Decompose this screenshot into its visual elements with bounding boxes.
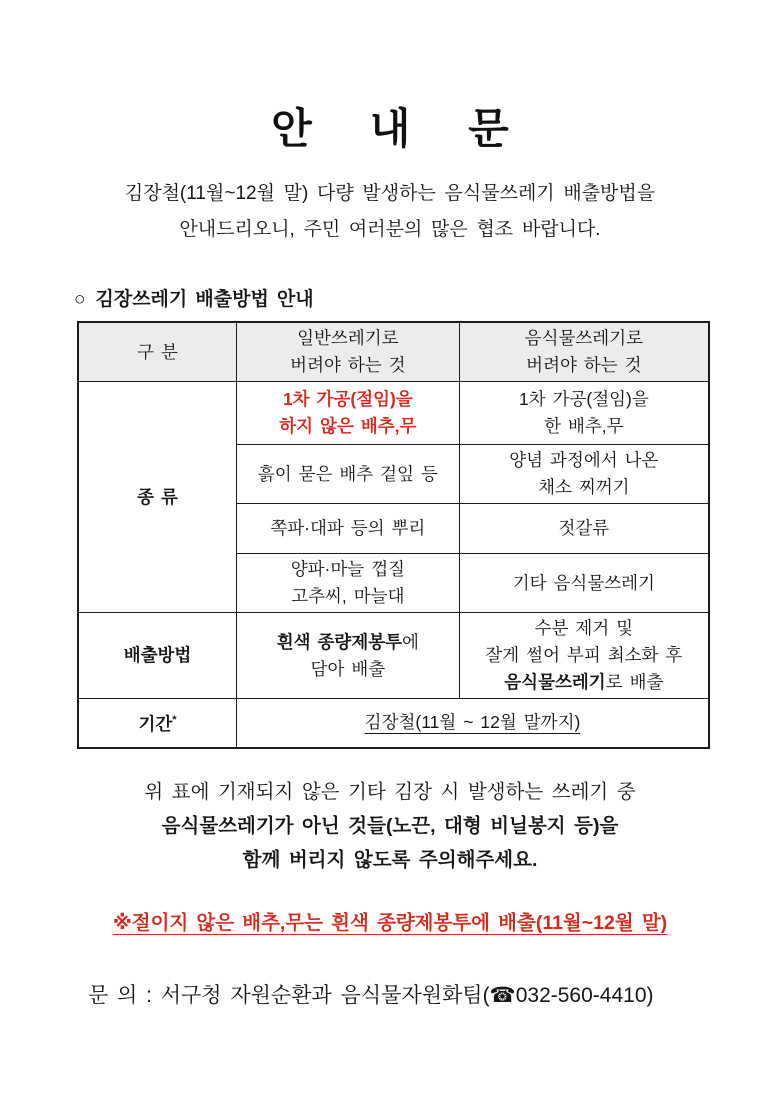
section-heading	[74, 284, 780, 311]
page-title: 안 내 문	[271, 105, 532, 152]
cell-food-seasoning-scraps: 양념 과정에서 나온 채소 찌꺼기	[459, 445, 709, 504]
cell-food-salted: 1차 가공(절임)을 한 배추,무	[459, 382, 709, 445]
row-label-kind: 종 류	[78, 382, 237, 613]
caution-line-2: 음식물쓰레기가 아닌 것들(노끈, 대형 비닐봉지 등)을	[161, 814, 619, 837]
caution-line-1: 위 표에 기재되지 않은 기타 김장 시 발생하는 쓰레기 중	[144, 780, 636, 803]
cell-method-general: 흰색 종량제봉투에 담아 배출	[237, 613, 460, 699]
table-row-period	[78, 699, 709, 748]
row-label-period: 기간*	[78, 699, 237, 748]
caution-paragraph	[30, 775, 750, 877]
table-header-row	[78, 322, 709, 382]
circle-bullet-icon: ○	[74, 289, 86, 310]
cell-general-peels: 양파·마늘 껍질 고추씨, 마늘대	[237, 554, 460, 613]
caution-line-3: 함께 버리지 않도록 주의해주세요.	[242, 848, 538, 871]
col-header-general: 일반쓰레기로 버려야 하는 것	[237, 322, 460, 382]
cell-method-food: 수분 제거 및 잘게 썰어 부피 최소화 후 음식물쓰레기로 배출	[459, 613, 709, 699]
red-highlight-note: ※절이지 않은 배추,무는 흰색 종량제봉투에 배출(11월~12월 말)	[112, 911, 668, 934]
col-header-category: 구 분	[78, 322, 237, 382]
row-label-method: 배출방법	[78, 613, 237, 699]
footnote-asterisk: *	[172, 714, 177, 727]
cell-food-jeotgal: 젓갈류	[459, 504, 709, 554]
disposal-table	[77, 321, 710, 749]
intro-line-2: 안내드리오니, 주민 여러분의 많은 협조 바랍니다.	[179, 219, 601, 240]
cell-general-roots: 쪽파·대파 등의 뿌리	[237, 504, 460, 554]
cell-general-soiled-leaves: 흙이 묻은 배추 겉잎 등	[237, 445, 460, 504]
cell-food-other: 기타 음식물쓰레기	[459, 554, 709, 613]
section-heading-label: 김장쓰레기 배출방법 안내	[95, 289, 314, 310]
intro-line-1: 김장철(11월~12월 말) 다량 발생하는 음식물쓰레기 배출방법을	[124, 183, 656, 204]
intro-paragraph	[40, 176, 740, 248]
contact-line: 문 의 : 서구청 자원순환과 음식물자원화팀(☎032-560-4410)	[88, 983, 654, 1007]
col-header-food: 음식물쓰레기로 버려야 하는 것	[459, 322, 709, 382]
cell-general-unsalted: 1차 가공(절임)을 하지 않은 배추,무	[237, 382, 460, 445]
cell-period-value: 김장철(11월 ~ 12월 말까지)	[237, 699, 710, 748]
table-row-method	[78, 613, 709, 699]
table-row	[78, 382, 709, 445]
